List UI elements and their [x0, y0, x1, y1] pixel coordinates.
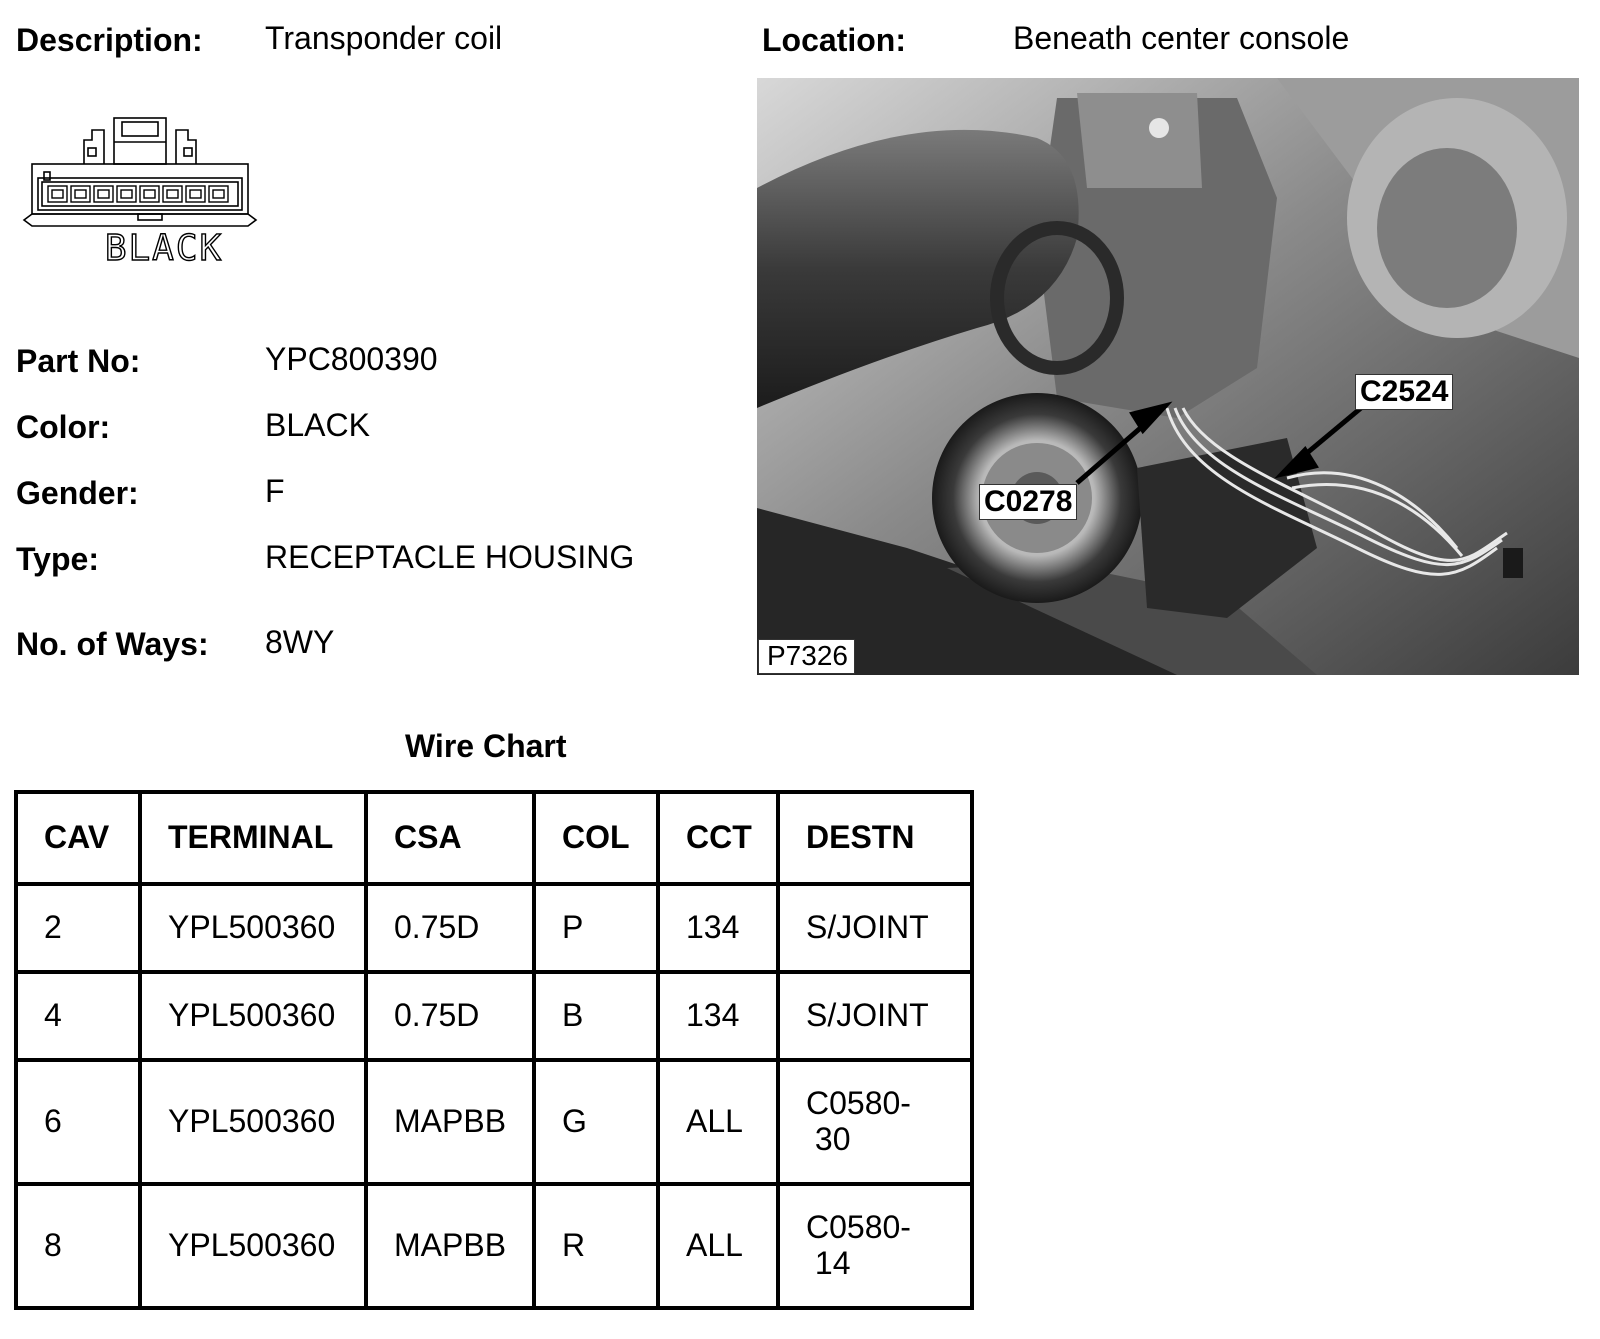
cell-destn: C0580- 14	[778, 1184, 972, 1308]
photo-reference: P7326	[758, 639, 855, 674]
table-row	[16, 884, 972, 972]
cell-cav: 4	[16, 972, 140, 1060]
cell-col: P	[534, 884, 658, 972]
gender-label: Gender:	[16, 475, 139, 511]
cell-col: G	[534, 1060, 658, 1184]
location-label: Location:	[762, 22, 906, 58]
ways-value: 8WY	[265, 624, 335, 660]
cell-cav: 8	[16, 1184, 140, 1308]
cell-terminal: YPL500360	[140, 884, 366, 972]
cell-col: R	[534, 1184, 658, 1308]
table-row	[16, 1060, 972, 1184]
cell-cav: 6	[16, 1060, 140, 1184]
wire-chart-table	[14, 790, 974, 1310]
header-col: COL	[534, 792, 658, 884]
cell-terminal: YPL500360	[140, 1184, 366, 1308]
callout-c2524: C2524	[1355, 374, 1453, 410]
table-row	[16, 1184, 972, 1308]
table-header-row	[16, 792, 972, 884]
cell-destn: S/JOINT	[778, 884, 972, 972]
gender-value: F	[265, 473, 285, 509]
wire-chart-title: Wire Chart	[405, 728, 567, 764]
cell-terminal: YPL500360	[140, 972, 366, 1060]
connector-housing-icon	[22, 112, 262, 272]
color-value: BLACK	[265, 407, 370, 443]
header-cav: CAV	[16, 792, 140, 884]
cell-col: B	[534, 972, 658, 1060]
cell-csa: 0.75D	[366, 972, 534, 1060]
header-terminal: TERMINAL	[140, 792, 366, 884]
location-photo	[757, 78, 1579, 675]
cell-cct: 134	[658, 884, 778, 972]
ways-label: No. of Ways:	[16, 626, 209, 662]
location-value: Beneath center console	[1013, 20, 1350, 56]
type-value: RECEPTACLE HOUSING	[265, 539, 635, 575]
part-no-label: Part No:	[16, 343, 141, 379]
description-label: Description:	[16, 22, 203, 58]
header-cct: CCT	[658, 792, 778, 884]
connector-color-label: BLACK	[104, 228, 224, 269]
part-no-value: YPC800390	[265, 341, 438, 377]
cell-csa: 0.75D	[366, 884, 534, 972]
color-label: Color:	[16, 409, 111, 445]
cell-cct: 134	[658, 972, 778, 1060]
cell-csa: MAPBB	[366, 1184, 534, 1308]
header-destn: DESTN	[778, 792, 972, 884]
callout-c0278: C0278	[979, 484, 1077, 520]
cell-terminal: YPL500360	[140, 1060, 366, 1184]
description-value: Transponder coil	[265, 20, 503, 56]
table-row	[16, 972, 972, 1060]
header-csa: CSA	[366, 792, 534, 884]
cell-cav: 2	[16, 884, 140, 972]
cell-cct: ALL	[658, 1184, 778, 1308]
cell-cct: ALL	[658, 1060, 778, 1184]
cell-destn: C0580- 30	[778, 1060, 972, 1184]
cell-csa: MAPBB	[366, 1060, 534, 1184]
type-label: Type:	[16, 541, 99, 577]
cell-destn: S/JOINT	[778, 972, 972, 1060]
